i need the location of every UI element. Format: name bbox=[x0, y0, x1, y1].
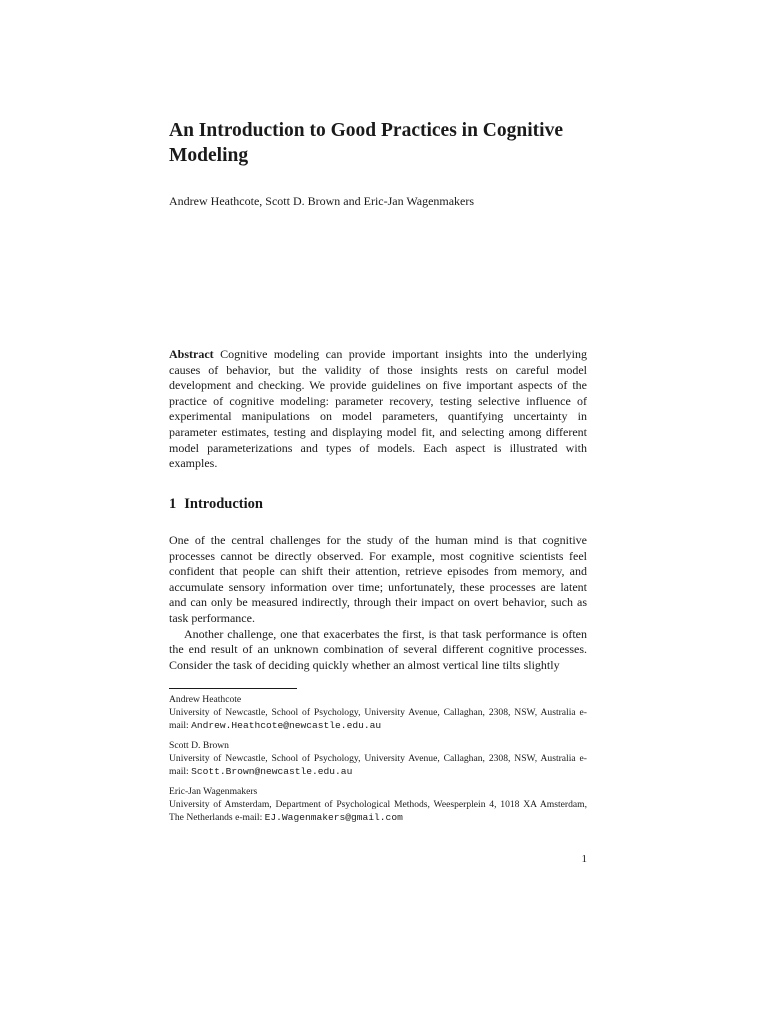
paragraph: One of the central challenges for the study of the human mind is that cognitive processes cannot be directly observed. For example, most cognitive scientists feel confident that people can shift their attention, retrieve episodes from memory, and accumulate sensory information over time; unfortunately, these processes are latent and can only be measured indirectly, through their impact on overt behavior, such as task performance. bbox=[169, 533, 587, 625]
paper-title: An Introduction to Good Practices in Cognitive Modeling bbox=[169, 120, 563, 166]
footnote-rule bbox=[169, 688, 297, 689]
affiliation-name: Andrew Heathcote bbox=[169, 694, 242, 705]
affiliation-name: Eric-Jan Wagenmakers bbox=[169, 786, 258, 797]
paragraph: Another challenge, one that exacerbates the first, is that task performance is often the end result of an unknown combination of several different cognitive processes. Consider the task of deciding quickly whether an almost vertical line tilts slightly bbox=[169, 626, 587, 672]
abstract-text: Cognitive modeling can provide important insights into the underlying causes of behavior, but the validity of those insights rests on careful model development and checking. We provide guidelines on five important aspects of the practice of cognitive modeling: parameter recovery, testing selective influence of experimental manipulations on model parameters, quantifying uncertainty in parameter estimates, testing and displaying model fit, and selecting among different model parameterizations and types of models. Each aspect is illustrated with examples. bbox=[169, 347, 587, 471]
section-heading bbox=[169, 495, 263, 513]
affiliation-email[interactable]: EJ.Wagenmakers@gmail.com bbox=[264, 812, 403, 823]
affiliation-address: University of Amsterdam, Department of Psychological Methods, Weesperplein 4, 1018 XA Amsterdam, The Netherlands e-mail: bbox=[169, 799, 587, 823]
abstract-label: Abstract bbox=[169, 347, 214, 361]
page-number: 1 bbox=[581, 853, 587, 865]
affiliation bbox=[169, 785, 587, 824]
affiliation-address: University of Newcastle, School of Psychology, University Avenue, Callaghan, 2308, NSW, Australia e-mail: bbox=[169, 707, 587, 731]
affiliations bbox=[169, 693, 587, 831]
author-list: Andrew Heathcote, Scott D. Brown and Eric-Jan Wagenmakers bbox=[169, 194, 475, 208]
abstract bbox=[169, 347, 587, 472]
affiliation-email[interactable]: Scott.Brown@newcastle.edu.au bbox=[191, 766, 353, 777]
affiliation-address: University of Newcastle, School of Psychology, University Avenue, Callaghan, 2308, NSW, Australia e-mail: bbox=[169, 753, 587, 777]
affiliation-email[interactable]: Andrew.Heathcote@newcastle.edu.au bbox=[191, 720, 382, 731]
section-title: Introduction bbox=[184, 496, 263, 512]
affiliation bbox=[169, 693, 587, 732]
affiliation-name: Scott D. Brown bbox=[169, 740, 229, 751]
affiliation bbox=[169, 739, 587, 778]
section-number: 1 bbox=[169, 496, 177, 512]
body-text bbox=[169, 533, 587, 673]
